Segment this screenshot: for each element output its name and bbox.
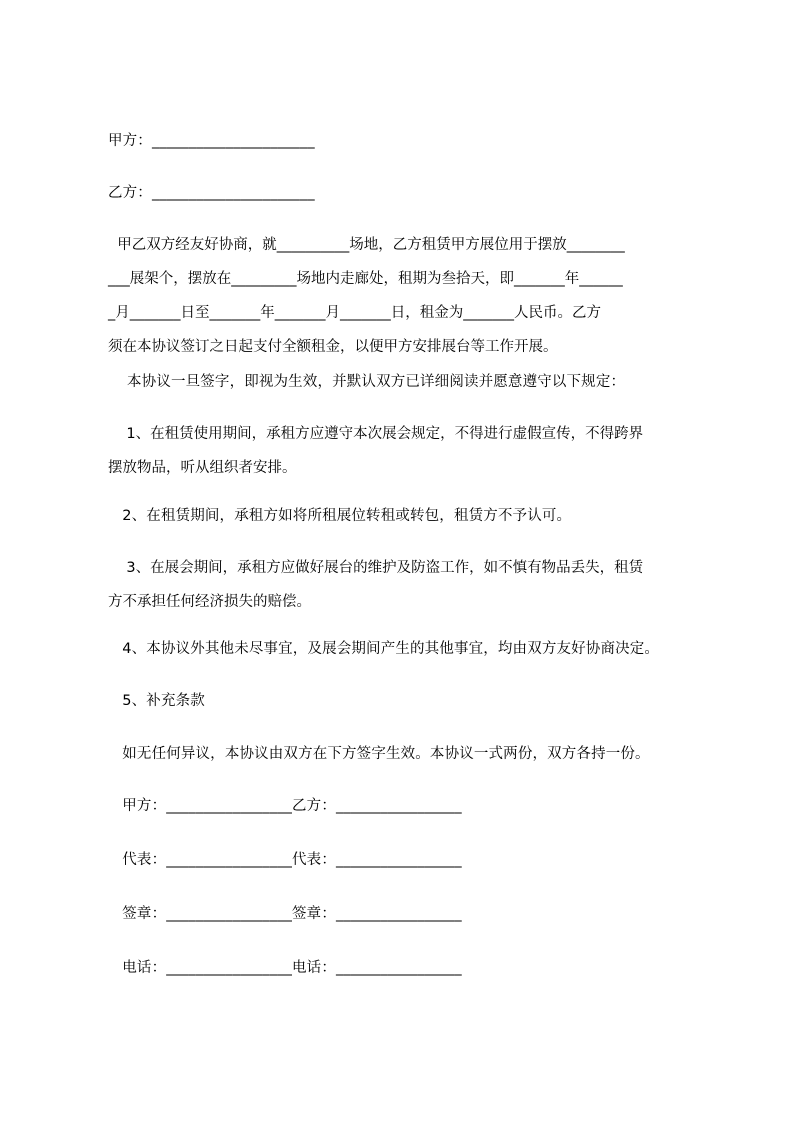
signature-row-representative: 代表：_________________代表：_________________: [108, 852, 462, 868]
signature-row-seal: 签章：_________________签章：_________________: [108, 906, 462, 922]
party-a-line: 甲方：______________________: [108, 133, 315, 149]
preamble: 本协议一旦签字，即视为生效，并默认双方已详细阅读并愿意遵守以下规定：: [108, 374, 626, 390]
clause-1-line-2: 摆放物品，听从组织者安排。: [108, 460, 297, 476]
clause-3-line-1: 3、在展会期间，承租方应做好展台的维护及防盗工作，如不慎有物品丢失，租赁: [108, 560, 644, 576]
intro-line-3: _月_______日至_______年_______月_______日，租金为_______人民币。乙方: [108, 305, 601, 321]
clause-1: [108, 425, 718, 477]
intro-line-4: 须在本协议签订之日起支付全额租金，以便甲方安排展台等工作开展。: [108, 339, 558, 355]
party-b-line: 乙方：______________________: [108, 185, 315, 201]
signature-row-phone: 电话：_________________电话：_________________: [108, 960, 462, 976]
intro-line-2: ___展架个，摆放在_________场地内走廊处，租期为叁拾天，即_______年______: [108, 271, 623, 287]
intro-paragraph: [108, 236, 718, 356]
clause-3: [108, 559, 718, 611]
clause-4: 4、本协议外其他未尽事宜，及展会期间产生的其他事宜，均由双方友好协商决定。: [108, 641, 660, 657]
clause-2: 2、在租赁期间，承租方如将所租展位转租或转包，租赁方不予认可。: [108, 508, 572, 524]
intro-line-1: 甲乙双方经友好协商，就__________场地，乙方租赁甲方展位用于摆放________: [108, 237, 625, 253]
clause-3-line-2: 方不承担任何经济损失的赔偿。: [108, 594, 311, 610]
signature-row-party: 甲方：_________________乙方：_________________: [108, 798, 462, 814]
clause-1-line-1: 1、在租赁使用期间，承租方应遵守本次展会规定，不得进行虚假宣传，不得跨界: [108, 426, 644, 442]
closing-statement: 如无任何异议，本协议由双方在下方签字生效。本协议一式两份，双方各持一份。: [108, 746, 650, 762]
clause-5: 5、补充条款: [108, 693, 205, 709]
